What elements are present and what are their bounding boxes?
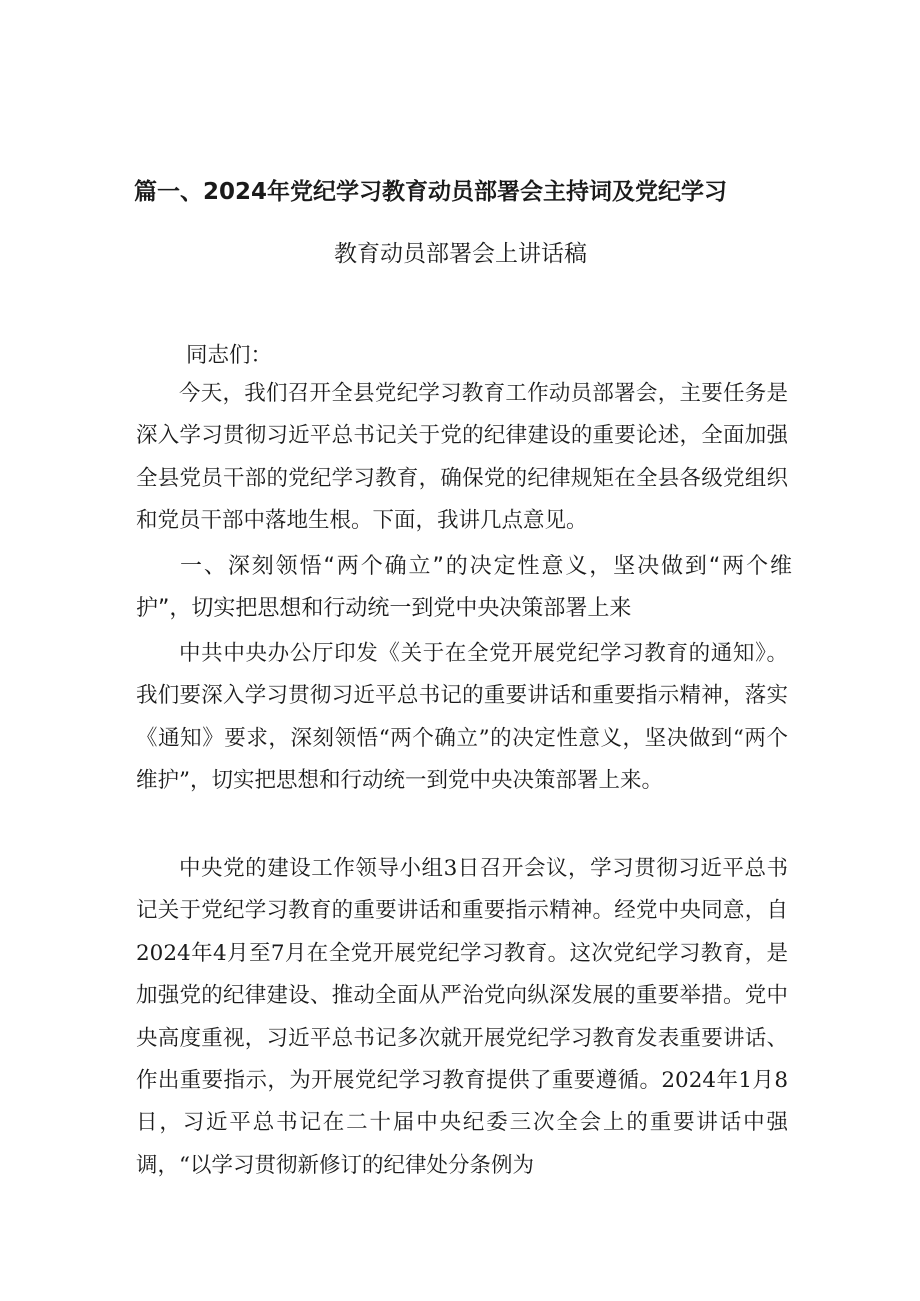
section-heading-1: 一、深刻领悟“两个确立”的决定性意义，坚决做到“两个维护”，切实把思想和行动统一到党中央决策部署上来 [136, 554, 792, 621]
document-title-line-2: 教育动员部署会上讲话稿 [334, 241, 587, 267]
salutation: 同志们： [186, 343, 273, 368]
document-title-line-1: 篇一、2024年党纪学习教育动员部署会主持词及党纪学习 [134, 179, 728, 205]
paragraph-meeting: 中央党的建设工作领导小组3日召开会议，学习贯彻习近平总书记关于党纪学习教育的重要讲话和重要指示精神。经党中央同意，自2024年4月至7月在全党开展党纪学习教育。这次党纪学习教育，是加强党的纪律建设、推动全面从严治党向纵深发展的重要举措。党中央高度重视，习近平总书记多次就开展党纪学习教育发表重要讲话、作出重要指示，为开展党纪学习教育提供了重要遵循。2024年1月8日，习近平总书记在二十届中央纪委三次全会上的重要讲话中强调，“以学习贯彻新修订的纪律处分条例为 [136, 856, 788, 1178]
paragraph-intro: 今天，我们召开全县党纪学习教育工作动员部署会，主要任务是深入学习贯彻习近平总书记关于党的纪律建设的重要论述，全面加强全县党员干部的党纪学习教育，确保党的纪律规矩在全县各级党组织和党员干部中落地生根。下面，我讲几点意见。 [136, 381, 788, 534]
paragraph-notice: 中共中央办公厅印发《关于在全党开展党纪学习教育的通知》。我们要深入学习贯彻习近平总书记的重要讲话和重要指示精神，落实《通知》要求，深刻领悟“两个确立”的决定性意义，坚决做到“两个维护”，切实把思想和行动统一到党中央决策部署上来。 [136, 641, 788, 794]
